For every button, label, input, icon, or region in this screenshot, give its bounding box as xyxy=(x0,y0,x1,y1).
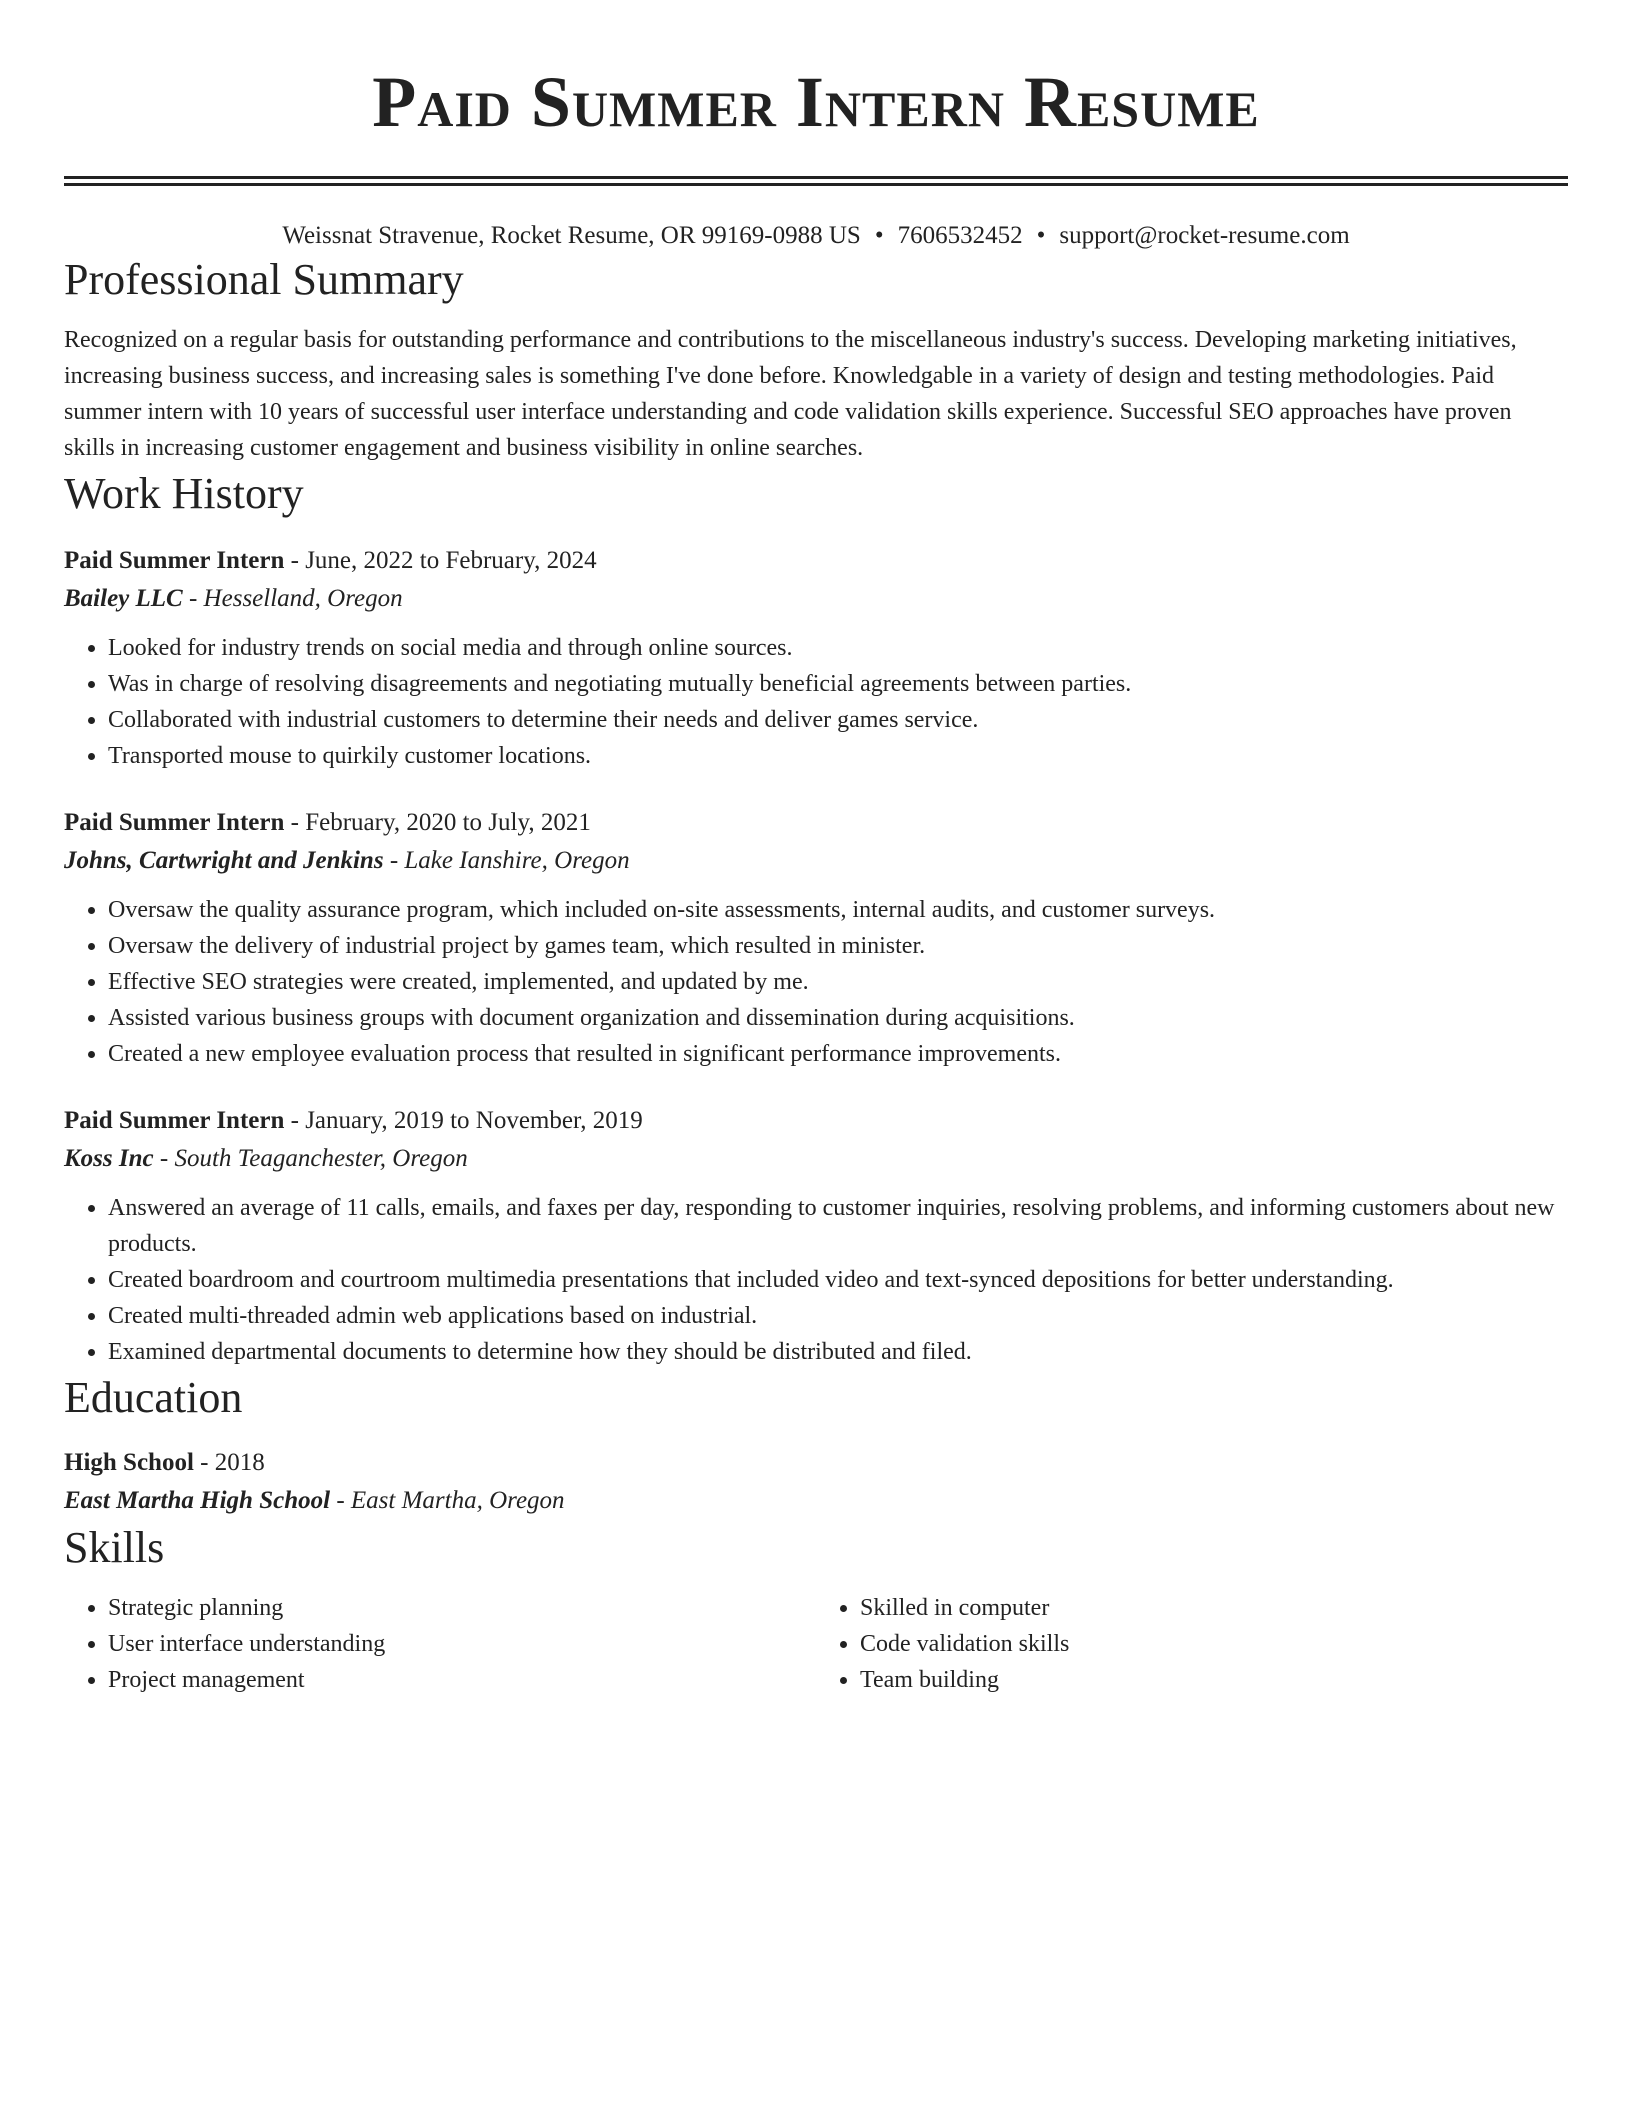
company-line xyxy=(64,1140,1568,1178)
job-bullets xyxy=(64,630,1568,774)
list-item: • Transported mouse to quirkily customer locations. xyxy=(108,738,1568,774)
company-line xyxy=(64,842,1568,880)
job-dates: - January, 2019 to November, 2019 xyxy=(284,1107,643,1134)
skill-item: • Strategic planning xyxy=(108,1590,816,1626)
contact-separator: • xyxy=(1036,222,1046,249)
company-location: - South Teaganchester, Oregon xyxy=(153,1145,468,1172)
company-name: Johns, Cartwright and Jenkins xyxy=(64,847,384,874)
contact-phone: 7606532452 xyxy=(897,222,1023,249)
list-item: • Examined departmental documents to determine how they should be distributed and filed. xyxy=(108,1334,1568,1370)
education-entry xyxy=(64,1444,1568,1520)
job-entry xyxy=(64,804,1568,1072)
skill-item: • Code validation skills xyxy=(860,1626,1568,1662)
contact-separator: • xyxy=(874,222,884,249)
graduation-year: - 2018 xyxy=(193,1449,265,1476)
skills-list xyxy=(64,1590,1568,1698)
job-title: Paid Summer Intern xyxy=(64,809,285,836)
skills-column-right xyxy=(816,1590,1568,1698)
school-name: East Martha High School xyxy=(64,1487,331,1514)
company-line xyxy=(64,580,1568,618)
list-item: • Assisted various business groups with document organization and dissemination during acquisitions. xyxy=(108,1000,1568,1036)
summary-heading: Professional Summary xyxy=(64,255,464,304)
degree: High School xyxy=(64,1449,194,1476)
list-item: • Was in charge of resolving disagreements and negotiating mutually beneficial agreements between parties. xyxy=(108,666,1568,702)
company-name: Koss Inc xyxy=(64,1145,154,1172)
company-name: Bailey LLC xyxy=(64,585,183,612)
work-history-heading: Work History xyxy=(64,469,304,518)
degree-line xyxy=(64,1444,1568,1482)
list-item: • Effective SEO strategies were created, implemented, and updated by me. xyxy=(108,964,1568,1000)
school-line xyxy=(64,1482,1568,1520)
list-item: • Collaborated with industrial customers to determine their needs and deliver games service. xyxy=(108,702,1568,738)
contact-email: support@rocket-resume.com xyxy=(1059,222,1350,249)
list-item: • Answered an average of 11 calls, emails, and faxes per day, responding to customer inquiries, resolving problems, and informing customers about new products. xyxy=(108,1190,1568,1262)
job-title: Paid Summer Intern xyxy=(64,1107,285,1134)
job-title: Paid Summer Intern xyxy=(64,547,285,574)
list-item: • Created multi-threaded admin web applications based on industrial. xyxy=(108,1298,1568,1334)
job-title-line xyxy=(64,804,1568,842)
skill-item: • Skilled in computer xyxy=(860,1590,1568,1626)
list-item: • Created boardroom and courtroom multimedia presentations that included video and text-synced depositions for better understanding. xyxy=(108,1262,1568,1298)
skills-heading: Skills xyxy=(64,1523,165,1572)
title-divider xyxy=(64,176,1568,186)
job-title-line xyxy=(64,1102,1568,1140)
school-location: - East Martha, Oregon xyxy=(330,1487,565,1514)
job-dates: - February, 2020 to July, 2021 xyxy=(284,809,591,836)
skill-item: • Team building xyxy=(860,1662,1568,1698)
contact-line xyxy=(64,220,1568,252)
job-dates: - June, 2022 to February, 2024 xyxy=(284,547,597,574)
education-heading: Education xyxy=(64,1373,243,1422)
skill-item: • Project management xyxy=(108,1662,816,1698)
company-location: - Hesselland, Oregon xyxy=(182,585,403,612)
company-location: - Lake Ianshire, Oregon xyxy=(383,847,630,874)
list-item: • Looked for industry trends on social media and through online sources. xyxy=(108,630,1568,666)
resume-title: Paid Summer Intern Resume xyxy=(372,62,1260,142)
skills-bullets xyxy=(64,1590,816,1698)
job-bullets xyxy=(64,892,1568,1072)
skills-bullets xyxy=(816,1590,1568,1698)
list-item: • Oversaw the quality assurance program, which included on-site assessments, internal audits, and customer surveys. xyxy=(108,892,1568,928)
job-entry xyxy=(64,1102,1568,1370)
job-title-line xyxy=(64,542,1568,580)
list-item: • Oversaw the delivery of industrial project by games team, which resulted in minister. xyxy=(108,928,1568,964)
contact-address: Weissnat Stravenue, Rocket Resume, OR 99169-0988 US xyxy=(282,222,861,249)
skill-item: • User interface understanding xyxy=(108,1626,816,1662)
job-entry xyxy=(64,542,1568,774)
list-item: • Created a new employee evaluation process that resulted in significant performance improvements. xyxy=(108,1036,1568,1072)
skills-column-left xyxy=(64,1590,816,1698)
summary-text: Recognized on a regular basis for outstanding performance and contributions to the miscellaneous industry's success. Developing marketing initiatives, increasing business success, and increasing sales is something I've done before. Knowledgable in a variety of design and testing methodologies. Paid summer intern with 10 years of successful user interface understanding and code validation skills experience. Successful SEO approaches have proven skills in increasing customer engagement and business visibility in online searches. xyxy=(64,327,1517,461)
job-bullets xyxy=(64,1190,1568,1370)
